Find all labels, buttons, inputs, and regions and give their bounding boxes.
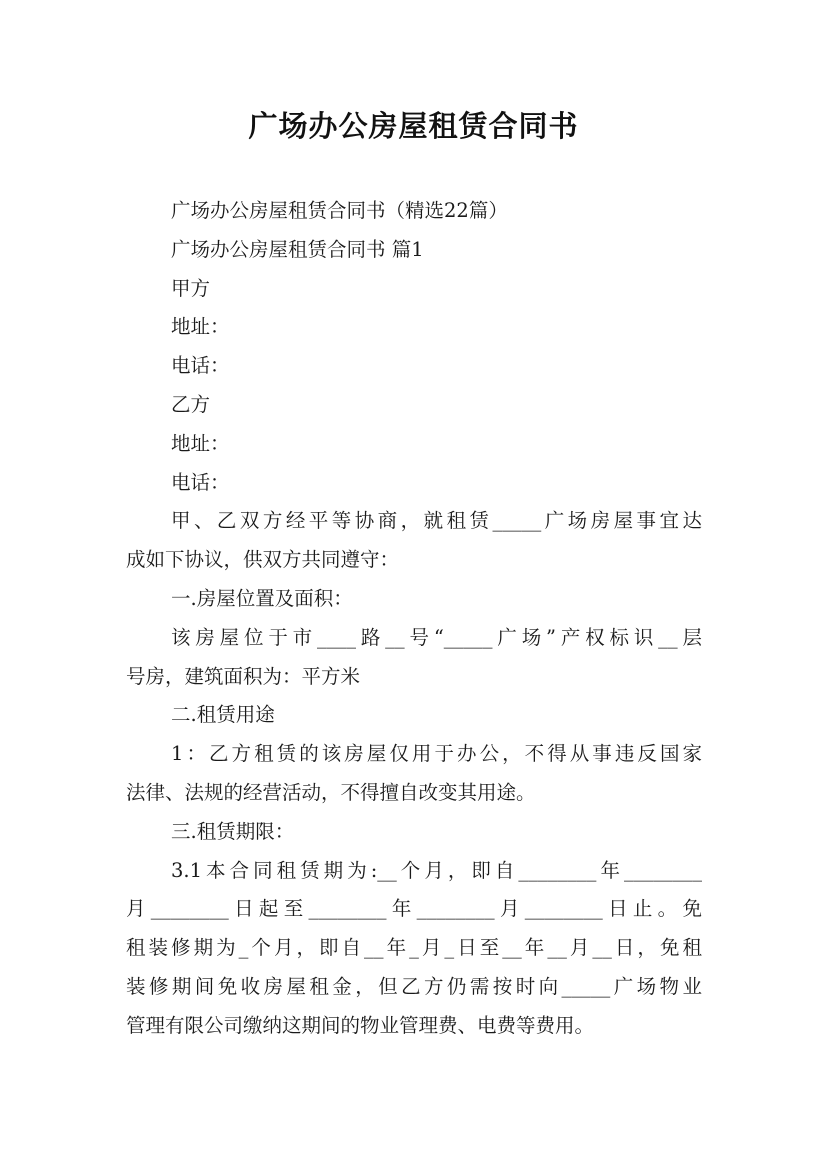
- clause-2-text-line-1: 1：乙方租赁的该房屋仅用于办公，不得从事违反国家: [171, 742, 702, 766]
- clause-1-heading: 一.房屋位置及面积：: [171, 586, 353, 610]
- agreement-intro-line-2: 成如下协议，供双方共同遵守：: [126, 548, 400, 572]
- subtitle-line: 广场办公房屋租赁合同书（精选22篇）: [171, 199, 508, 222]
- clause-2-heading: 二.租赁用途: [171, 703, 275, 727]
- document-title: 广场办公房屋租赁合同书: [248, 109, 579, 143]
- party-a-address-label: 地址：: [171, 315, 230, 339]
- clause-3-heading: 三.租赁期限：: [171, 819, 295, 843]
- clause-3-text-line-1: 3.1本合同租赁期为:__个月，即自________年________: [171, 858, 702, 882]
- agreement-intro-line-1: 甲、乙双方经平等协商，就租赁_____广场房屋事宜达: [171, 509, 702, 533]
- clause-1-text-line-2: 号房，建筑面积为：平方米: [126, 664, 361, 688]
- clause-2-text-line-2: 法律、法规的经营活动，不得擅自改变其用途。: [126, 780, 536, 804]
- clause-1-text-line-1: 该房屋位于市____路__号“_____广场”产权标识__层: [171, 625, 702, 649]
- clause-3-text-line-5: 管理有限公司缴纳这期间的物业管理费、电费等费用。: [126, 1013, 595, 1037]
- document-body: [126, 192, 702, 1046]
- clause-3-text-line-3: 租装修期为_个月，即自__年_月_日至__年__月__日，免租: [126, 936, 702, 960]
- clause-3-text-line-2: 月________日起至________年________月________日止。免: [126, 897, 702, 921]
- party-b-address-label: 地址：: [171, 431, 230, 455]
- party-b-label: 乙方: [171, 392, 211, 416]
- party-b-phone-label: 电话：: [171, 470, 230, 494]
- section-heading-line: 广场办公房屋租赁合同书 篇1: [171, 237, 424, 261]
- party-a-phone-label: 电话：: [171, 354, 230, 378]
- party-a-label: 甲方: [171, 276, 211, 300]
- clause-3-text-line-4: 装修期间免收房屋租金，但乙方仍需按时向_____广场物业: [126, 974, 702, 998]
